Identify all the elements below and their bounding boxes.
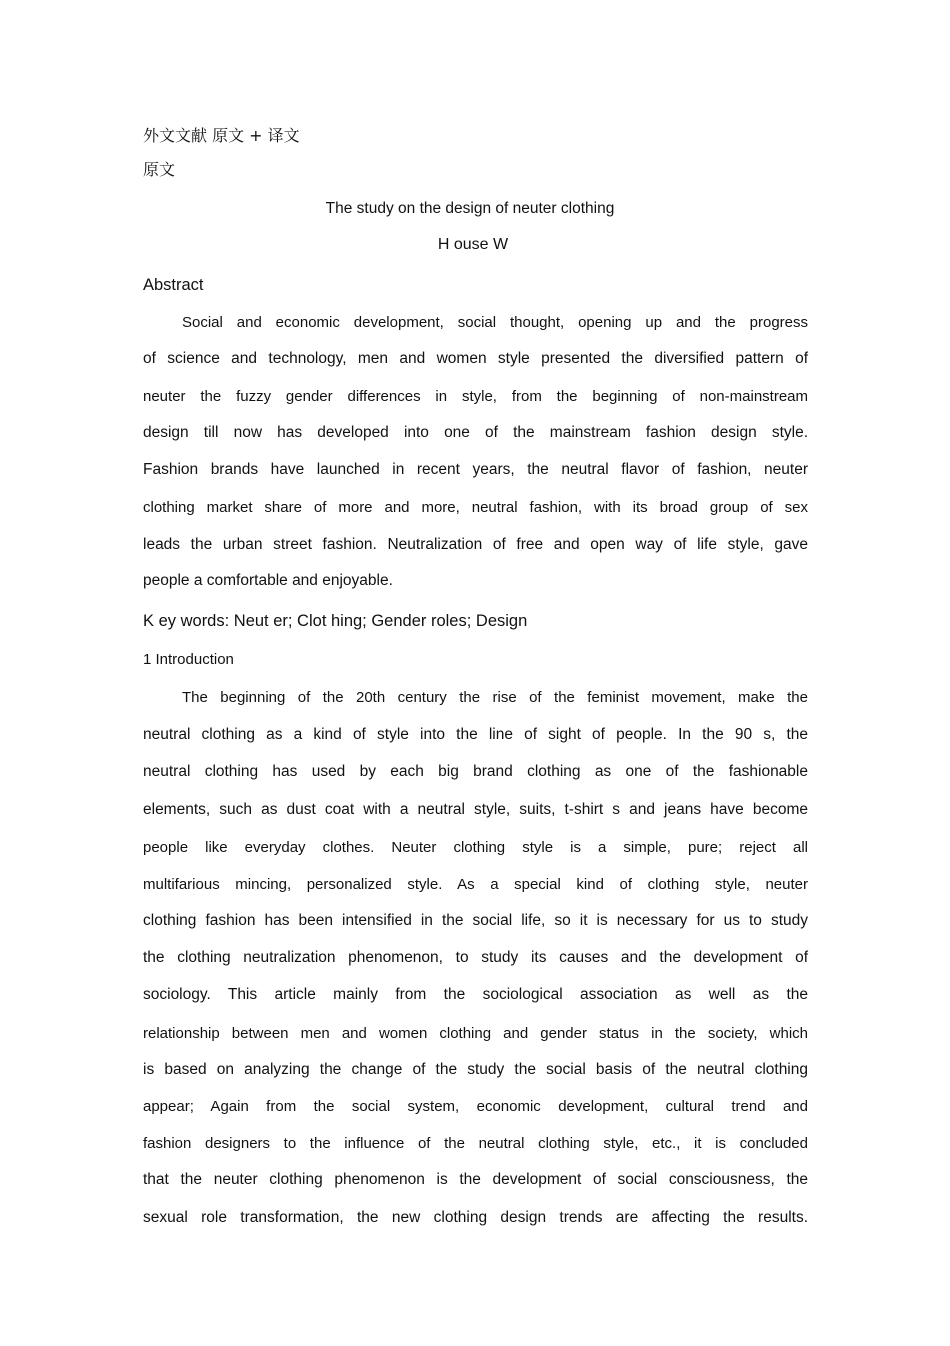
abstract-line: neuter the fuzzy gender differences in style, from the beginning of non-mainstream [143, 388, 808, 405]
introduction-line: sociology. This article mainly from the sociological association as well as the [143, 986, 808, 1003]
introduction-line: neutral clothing has used by each big brand clothing as one of the fashionable [143, 763, 808, 780]
abstract-line: of science and technology, men and women style presented the diversified pattern of [143, 350, 808, 367]
introduction-line: elements, such as dust coat with a neutral style, suits, t-shirt s and jeans have become [143, 801, 808, 818]
introduction-heading: 1 Introduction [143, 651, 234, 668]
paper-title: The study on the design of neuter clothing [325, 200, 615, 217]
abstract-heading: Abstract [143, 276, 204, 294]
document-type-label: 外文文献 原文 + 译文 [143, 126, 300, 145]
introduction-line: relationship between men and women clothing and gender status in the society, which [143, 1025, 808, 1042]
abstract-line: leads the urban street fashion. Neutralization of free and open way of life style, gave [143, 536, 808, 553]
keywords-line: K ey words: Neut er; Clot hing; Gender roles; Design [143, 612, 528, 630]
introduction-line: fashion designers to the influence of the neutral clothing style, etc., it is concluded [143, 1135, 808, 1152]
introduction-line: appear; Again from the social system, economic development, cultural trend and [143, 1098, 808, 1115]
abstract-line: clothing market share of more and more, neutral fashion, with its broad group of sex [143, 499, 808, 516]
original-text-label: 原文 [143, 160, 176, 179]
introduction-line: neutral clothing as a kind of style into the line of sight of people. In the 90 s, the [143, 726, 808, 743]
introduction-line: that the neuter clothing phenomenon is the development of social consciousness, the [143, 1171, 808, 1188]
abstract-line: Social and economic development, social thought, opening up and the progress [182, 314, 808, 331]
introduction-line: clothing fashion has been intensified in the social life, so it is necessary for us to study [143, 912, 808, 929]
abstract-line: design till now has developed into one of the mainstream fashion design style. [143, 424, 808, 441]
introduction-line: people like everyday clothes. Neuter clothing style is a simple, pure; reject all [143, 839, 808, 856]
introduction-line: The beginning of the 20th century the rise of the feminist movement, make the [182, 689, 808, 706]
abstract-line: Fashion brands have launched in recent years, the neutral flavor of fashion, neuter [143, 461, 808, 478]
introduction-line: multifarious mincing, personalized style. As a special kind of clothing style, neuter [143, 876, 808, 893]
introduction-line: sexual role transformation, the new clothing design trends are affecting the results. [143, 1209, 808, 1226]
introduction-line: is based on analyzing the change of the study the social basis of the neutral clothing [143, 1061, 808, 1078]
paper-author: H ouse W [437, 236, 509, 253]
abstract-line: people a comfortable and enjoyable. [143, 572, 393, 589]
introduction-line: the clothing neutralization phenomenon, to study its causes and the development of [143, 949, 808, 966]
